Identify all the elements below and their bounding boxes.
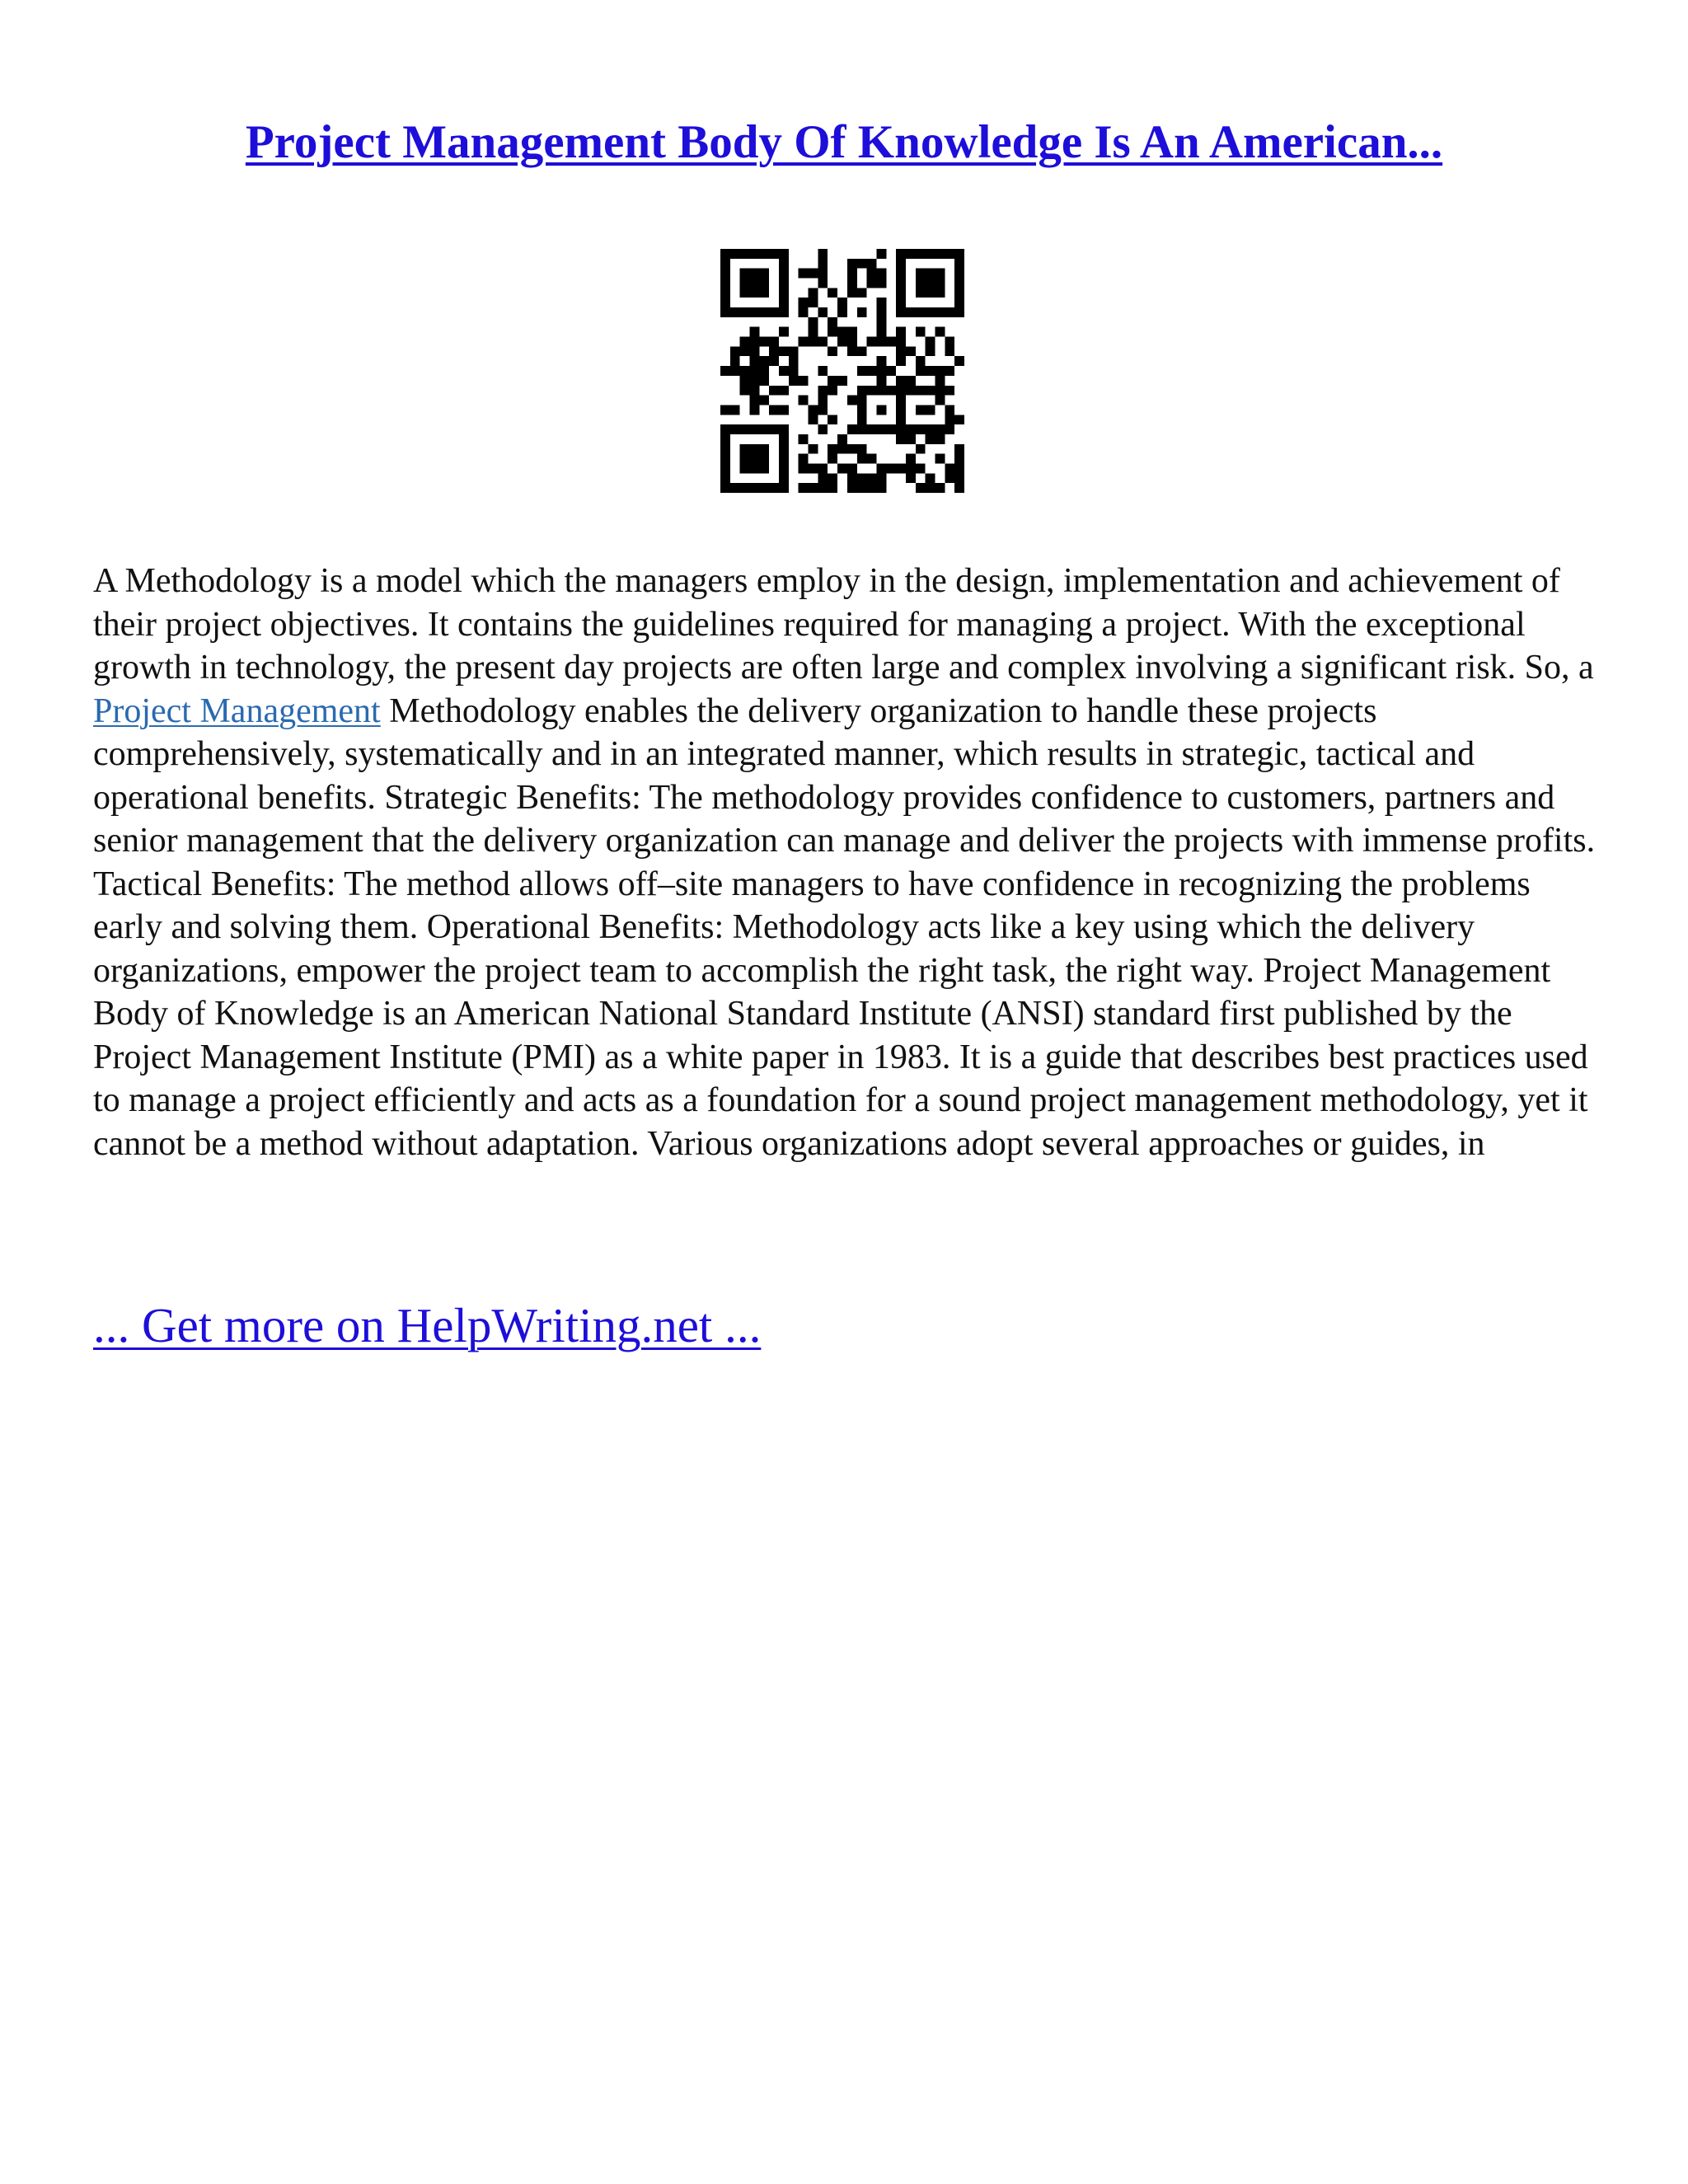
title-link[interactable]: Project Management Body Of Knowledge Is An American... bbox=[245, 116, 1443, 168]
qr-code-icon bbox=[720, 249, 964, 493]
body-text-part-2: Methodology enables the delivery organization to handle these projects comprehensively, systematically and in an integrated manner, which results in strategic, tactical and operational benefits. Strategic Benefits: The methodology provides confidence to customers, partners and senior management that the delivery organization can manage and deliver the projects with immense profits. Tactical Benefits: The method allows off–site managers to have confidence in recognizing the problems early and solving them. Operational Benefits: Methodology acts like a key using which the delivery organizations, empower the project team to accomplish the right task, the right way. Project Management Body of Knowledge is an American National Standard Institute (ANSI) standard first published by the Project Management Institute (PMI) as a white paper in 1983. It is a guide that describes best practices used to manage a project efficiently and acts as a foundation for a sound project management methodology, yet it cannot be a method without adaptation. Various organizations adopt several approaches or guides, in bbox=[93, 691, 1596, 1163]
inline-link-project-management[interactable]: Project Management bbox=[93, 691, 381, 730]
title-container bbox=[0, 115, 1688, 169]
body-text-part-1: A Methodology is a model which the managers employ in the design, implementation and achievement of their project objectives. It contains the guidelines required for managing a project. With the exceptional growth in technology, the present day projects are often large and complex involving a significant risk. So, a bbox=[93, 562, 1594, 687]
get-more-link[interactable]: ... Get more on HelpWriting.net ... bbox=[93, 1298, 762, 1352]
body-paragraph bbox=[93, 560, 1601, 1165]
